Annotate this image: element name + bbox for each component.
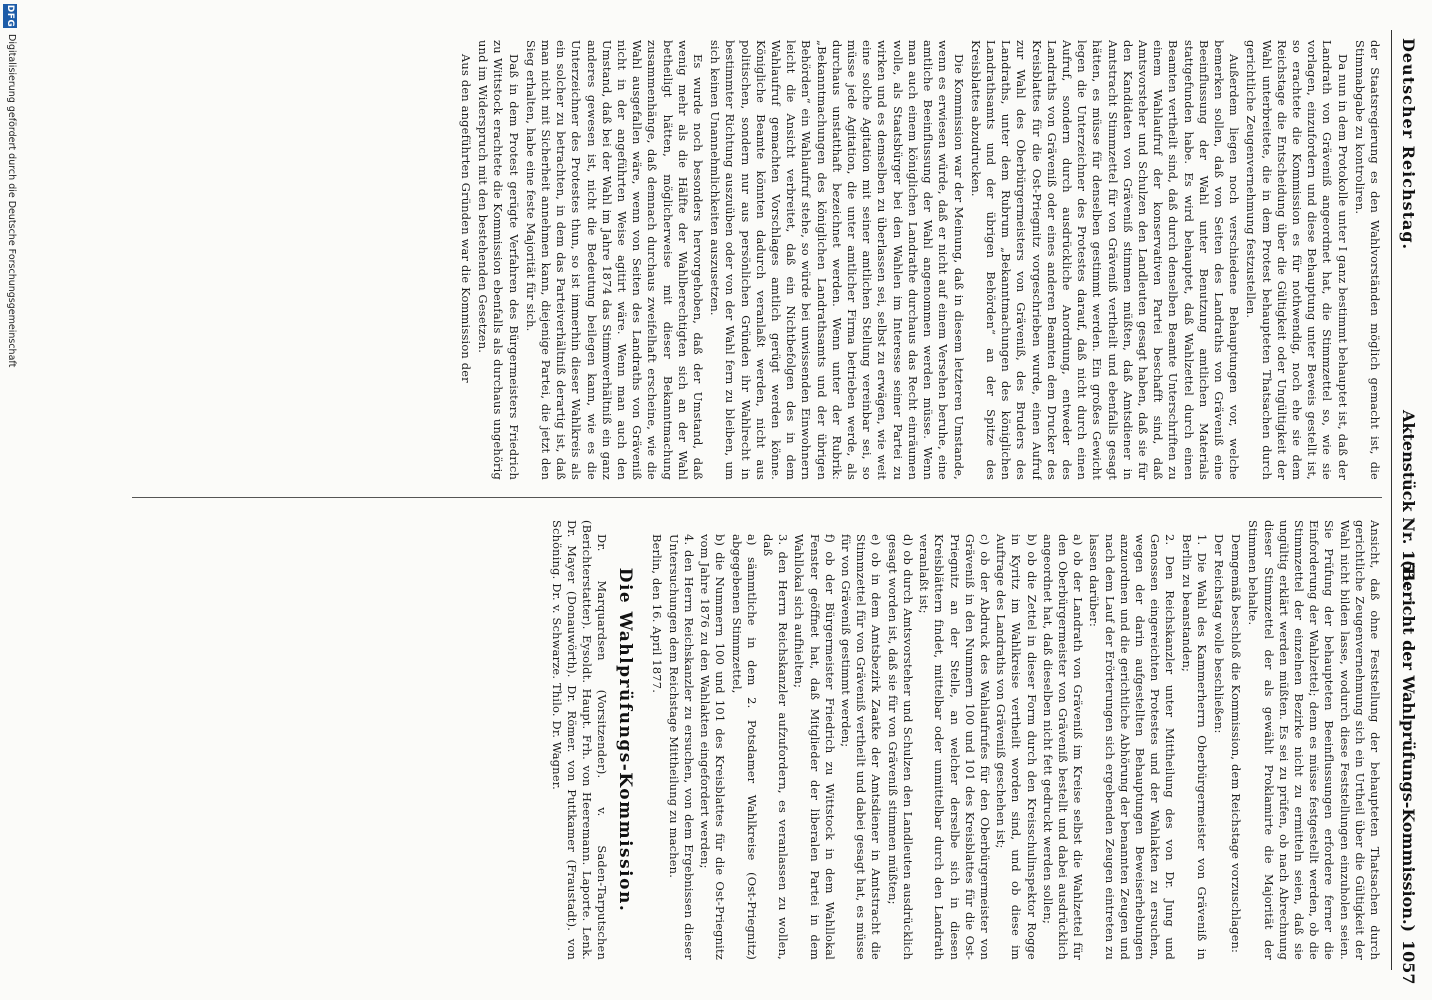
list-item: b) ob die Zettel in dieser Form durch den Kreisschulinspektor Rogge in Kyritz im Wahlkreise vertheilt worden sind, und ob diese im Auftrage des Landraths von Gräveniß geschehen ist;	[994, 534, 1039, 960]
right-column	[82, 520, 1382, 960]
paragraph: der Staatsregierung es den Wahlvorständen möglich gemacht ist, die Stimmabgabe zu kontroliren.	[1352, 40, 1382, 480]
paragraph: Es wurde noch besonders hervorgehoben, daß der Umstand, daß wenig mehr als die Hälfte der Wahlberechtigten sich an der Wahl betheiligt hätten, möglicherweise mit dieser Bekanntmachung zusammenhänge, daß demnach durchaus zweifelhaft erscheine, wie die Wahl ausgefallen wäre, wenn von Seiten des Landraths von Gräveniß nicht in der angeführten Weise agitirt wäre. Wenn man auch den Umstand, daß bei der Wahl im Jahre 1874 das Stimmverhältniß ein ganz anderes gewesen ist, nicht die Bedeutung beilegen kann, wie es die Unterzeichner des Protestes thun, so ist immerhin dieser Wahlkreis als ein solcher zu betrachten, in dem das Parteiverhältniß derartig ist, daß man nicht mit Sicherheit annehmen kann, diejenige Partei, die jetzt den Sieg erhalten, habe eine feste Majorität für sich.	[523, 40, 706, 480]
list-item: f) ob der Bürgermeister Friedrich zu Wittstock in dem Wahllokal Fenster geöffnet hat, daß Mitglieder der liberalen Partei in dem Wahllokal sich aufhielten;	[792, 534, 837, 960]
page-number: 1057	[1399, 940, 1418, 985]
paragraph: Daß in dem Protest gerügte Verfahren des Bürgermeisters Friedrich zu Wittstock erachtete die Kommission ebenfalls als durchaus ungehörig und im Widerspruch mit den bestehenden Gesetzen.	[476, 40, 521, 480]
issue-number: Aktenstück Nr. 151.	[1399, 410, 1418, 589]
dfg-logo-icon: DFG	[5, 4, 15, 28]
left-column	[82, 40, 1382, 480]
list-item: c) ob der Abdruck des Wahlaufrufes für den Oberbürgermeister von Gräveniß in den Nummern 100 und 101 des Kreisblattes für die Ost-Priegnitz an der Stelle, an welcher derselbe sich in diesen Kreisblättern findet, mittelbar oder unmittelbar durch den Landrath veranlaßt ist;	[917, 534, 992, 960]
footer-credit: Digitalisierung gefördert durch die Deutsche Forschungsgemeinschaft	[6, 34, 17, 368]
paragraph: Die Kommission war der Meinung, daß in diesem letzteren Umstande, wenn es erwiesen würde, daß er nicht auf einem Versehen beruhe, eine amtliche Beeinflussung der Wahl angenommen werden müsse. Wenn man auch einem königlichen Landrathe durchaus das Recht einräumen wolle, als Staatsbürger bei den Wahlen im Interesse seiner Partei zu wirken und es demselben zu überlassen sei, selbst zu erwägen, wie weit eine solche Agitation mit seiner amtlichen Stellung vereinbar sei, so müsse jede Agitation, die unter amtlicher Firma betrieben werde, als durchaus unstatthaft bezeichnet werden. Wenn unter der Rubrik: „Bekanntmachungen des königlichen Landrathsamts und der übrigen Behörden“ ein Wahlaufruf stehe, so würde bei unwissenden Einwohnern leicht die Ansicht verbreitet, daß ein Nichtbefolgen des in dem Wahlaufruf gemachten Vorschlages amtlich gerügt werden könne. Königliche Beamte könnten dadurch veranlaßt werden, nicht aus politischen, sondern nur aus persönlichen Gründen ihr Wahlrecht in bestimmter Richtung auszuüben oder von der Wahl fern zu bleiben, um sich keinen Unannehmlichkeiten auszusetzen.	[708, 40, 966, 480]
section-title: (Bericht der Wahlprüfungs-Kommission.)	[1399, 560, 1418, 933]
header-rule	[1391, 30, 1392, 970]
list-item: a) sämmtliche in dem 2. Potsdamer Wahlkreise (Ost-Priegnitz) abgegebenen Stimmzettel,	[729, 534, 759, 960]
list-item: 4. den Herrn Reichskanzler zu ersuchen, von dem Ergebnissen dieser Untersuchungen dem Reichstage Mittheilung zu machen.	[666, 534, 697, 960]
column-divider	[132, 497, 1382, 498]
page-header	[1392, 0, 1418, 1000]
digitization-footer	[2, 0, 20, 1000]
resolution-list	[666, 534, 1209, 960]
commission-title: Die Wahlprüfungs-Kommission.	[615, 567, 636, 913]
list-item: 1. Die Wahl des Kammerherrn Oberbürgermeister von Gräveniß in Berlin zu beanstanden;	[1179, 534, 1209, 960]
paragraph: Ansicht, daß ohne Feststellung der behaupteten Thatsachen durch gerichtliche Zeugenvernehmung sich ein Urtheil über die Gültigkeit der Wahl nicht bilden lasse, wodurch diese Feststellungen einzuholen seien. Sie Prüfung der behaupteten Beeinflussungen erfordere ferner die Einforderung der Wahlzettel; denn es müsse festgestellt werden, ob die Stimmzettel der einzelnen Bezirke nicht zu ermitteln seien, daß sie ungültig erklärt werden müßten. Es sei zu prüfen, ob nach Abrechnung dieser Stimmzettel der als gewählt Proklamirte die Majorität der Stimmen behalte.	[1246, 520, 1382, 960]
signature-date: Berlin, den 16. April 1877.	[649, 534, 664, 694]
paragraph: Demgemäß beschloß die Kommission, dem Reichstage vorzuschlagen:	[1229, 534, 1244, 954]
paragraph: Aus den angeführten Gründen war die Kommission der	[459, 54, 474, 383]
paragraph: Der Reichstag wolle beschließen:	[1211, 534, 1226, 734]
commission-members: Dr. Marquardsen (Vorsitzender). v. Saden-Tarputschen (Berichterstatter). Eysoldt. Haupt. Frh. von Heeremann. Laporte. Lenk. Dr. Mayer (Donauwörth). Dr. Römer. von Puttkamer (Fraustadt). von Schöning. Dr. v. Schwarze. Thilo. Dr. Wagner.	[549, 520, 610, 960]
list-item: 3. den Herrn Reichskanzler aufzufordern, es veranlassen zu wollen, daß	[761, 534, 791, 960]
list-item: e) ob in dem Amtsbezirk Zaatke der Amtsdiener in Amtstracht die Stimmzettel für von Gräveniß vertheilt und dabei gesagt hat, es müsse für von Gräveniß gestimmt werden;	[839, 534, 884, 960]
paragraph: Außerdem liegen noch verschiedene Behauptungen vor, welche bemerken sollen, daß von Seiten des Landraths von Gräveniß eine Beeinflussung der Wahl unter Benutzung amtlichen Materials stattgefunden habe. Es wird behauptet, daß Wahlzettel durch einen Beamten vertheilt sind, daß durch denselben Beamte Unterschriften zu einem Wahlaufruf der konservativen Partei beschafft sind, daß Amtsvorsteher und Schulzen den Landleuten gesagt haben, daß sie für den Kandidaten von Gräveniß stimmen müßten, daß Amtsdiener in Amtstracht Stimmzettel für von Gräveniß vertheilt und ebenfalls gesagt hätten, es müsse für denselben gestimmt werden. Ein großes Gewicht legen die Unterzeichner des Protestes darauf, daß nicht durch einen Aufruf, sondern durch ausdrückliche Anordnung, entweder des Landraths von Gräveniß oder eines anderen Beamten dem Drucker des Kreisblattes für die Ost-Priegnitz vorgeschrieben wurde, einen Aufruf zur Wahl des Oberbürgermeisters von Gräveniß, des Bruders des Landraths, unter dem Rubrum „Bekanntmachungen des königlichen Landrathsamts und der übrigen Behörden“ an der Spitze des Kreisblattes abzudrucken.	[968, 40, 1242, 480]
list-item: a) ob der Landrath von Gräveniß im Kreise selbst die Wahlzettel für den Oberbürgermeister von Gräveniß bestellt und dabei ausdrücklich angeordnet hat, daß dieselben nicht fett gedruckt werden sollen;	[1040, 534, 1086, 960]
list-item: b) die Nummern 100 und 101 des Kreisblattes für die Ost-Priegnitz vom Jahre 1876 zu den Wahlakten eingefordert werden;	[698, 534, 728, 960]
paragraph: Da nun in dem Protokolle unter I ganz bestimmt behauptet ist, daß der Landrath von Gräveniß angeordnet hat, die Stimmzettel so, wie sie vorlagen, einzufordern und diese Behauptung unter Beweis gestellt ist, so erachtete die Kommission es für nothwendig, noch ehe sie dem Reichstage die Entscheidung über die Gültigkeit oder Ungültigkeit der Wahl unterbreitete, die in dem Protest behaupteten Thatsachen durch gerichtliche Zeugenvernehmung festzustellen.	[1244, 40, 1350, 480]
publication-title: Deutscher Reichstag.	[1399, 38, 1418, 251]
list-item: 2. Den Reichskanzler unter Mittheilung des von Dr. Jung und Genossen eingereichten Protestes und der Wahlakten zu ersuchen, wegen der darin aufgestellten Behauptungen Beweiserhebungen anzuordnen und die gerichtliche Abhörung der benannten Zeugen und nach dem Lauf der Erörterungen sich ergebenden Zeugen eintreten zu lassen darüber:	[1087, 534, 1178, 960]
list-item: d) ob durch Amtsvorsteher und Schulzen den Landleuten ausdrücklich gesagt worden ist, daß sie für von Gräveniß stimmen müßten;	[885, 534, 915, 960]
